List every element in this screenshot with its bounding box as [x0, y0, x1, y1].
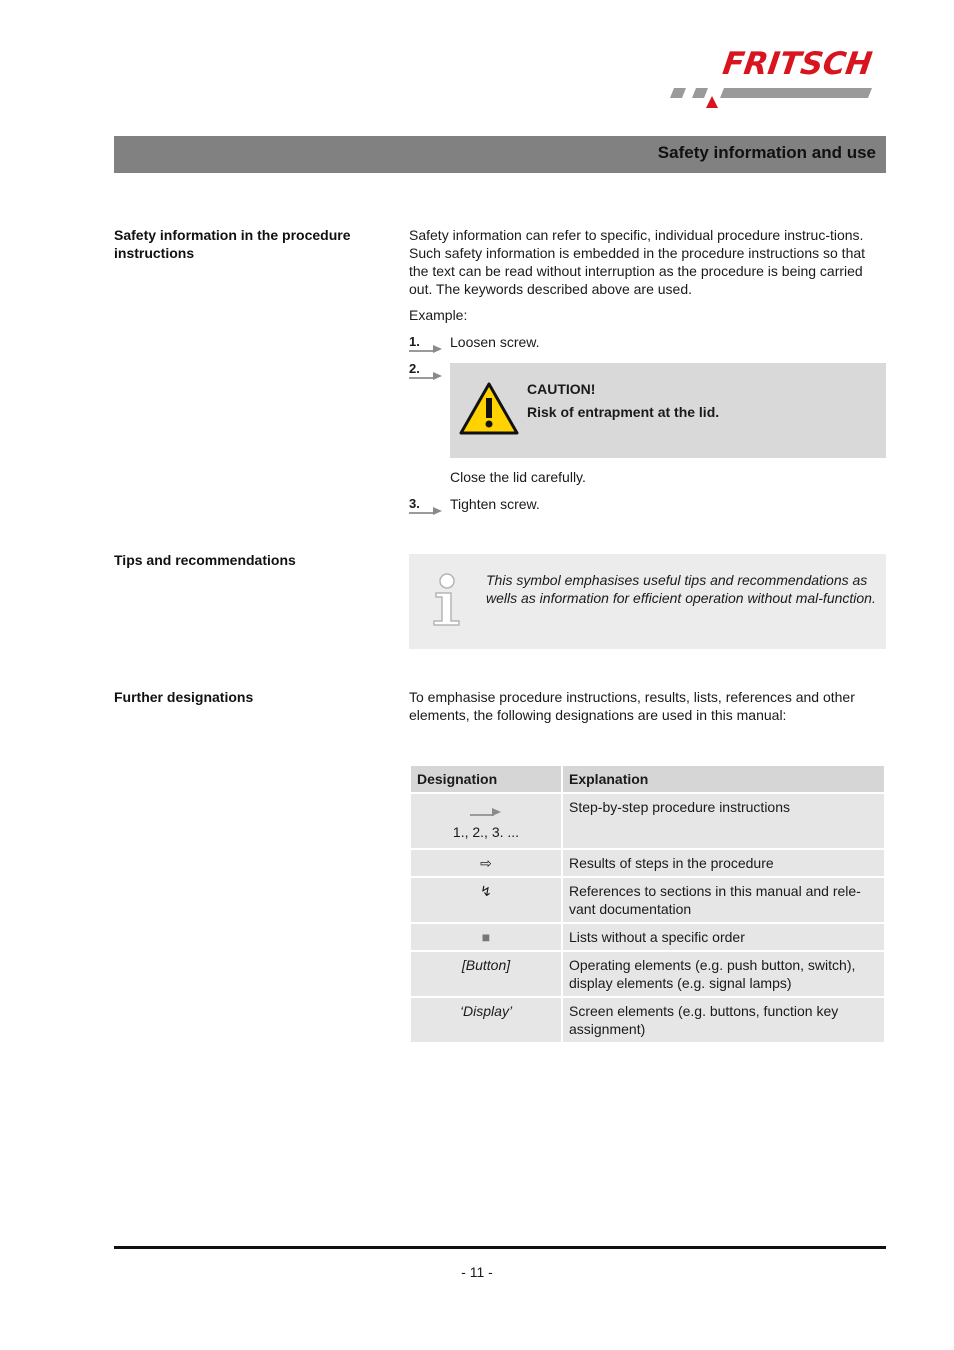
page-title: Safety information and use [657, 143, 876, 162]
fritsch-logo [668, 46, 888, 112]
footer-divider [114, 1246, 886, 1249]
logo-stripes [668, 50, 888, 112]
step-number: 3. [409, 496, 420, 511]
info-icon [431, 571, 465, 627]
explanation-cell: Results of steps in the procedure [563, 850, 884, 876]
column-header-explanation: Explanation [563, 766, 884, 792]
heading-designations: Further designations [114, 689, 254, 705]
tip-box [409, 554, 886, 649]
designation-cell [411, 850, 561, 876]
designations-table [409, 764, 886, 1044]
table-header-row [411, 766, 884, 792]
caution-message: Risk of entrapment at the lid. [527, 404, 720, 420]
step-text: Tighten screw. [450, 496, 540, 512]
step-marker [409, 333, 449, 355]
example-label: Example: [409, 307, 468, 323]
step-marker [409, 495, 449, 517]
explanation-cell: References to sections in this manual and rele-vant documentation [563, 878, 884, 922]
designation-cell [411, 794, 561, 848]
caution-box [450, 363, 886, 458]
list-square-icon: ■ [481, 929, 491, 945]
explanation-cell: Operating elements (e.g. push button, switch), display elements (e.g. signal lamps) [563, 952, 884, 996]
designation-cell [411, 998, 561, 1042]
table-row [411, 878, 884, 922]
page-number: - 11 - [461, 1264, 493, 1280]
logo-wordmark: FRITSCH [720, 46, 875, 82]
procedure-paragraph: Safety information can refer to specific, individual procedure instruc-tions. Such safety information is embedded in the procedure instructions so that the text can be read without interruption as the procedure is being carried out. The keywords described above are used. [409, 227, 866, 297]
column-header-designation: Designation [411, 766, 561, 792]
step-text: Loosen screw. [450, 334, 540, 350]
warning-triangle-icon [458, 381, 520, 437]
after-caution-text: Close the lid carefully. [450, 469, 586, 485]
caution-title: CAUTION! [527, 381, 596, 397]
table-row [411, 850, 884, 876]
step-arrow-icon [409, 333, 445, 355]
explanation-cell: Screen elements (e.g. buttons, function key assignment) [563, 998, 884, 1042]
designation-cell [411, 952, 561, 996]
step-arrow-icon [468, 801, 504, 819]
table-row [411, 952, 884, 996]
designation-cell [411, 924, 561, 950]
designation-cell [411, 878, 561, 922]
step-marker [409, 360, 449, 382]
designation-text: ‘Display’ [459, 1003, 513, 1019]
table-row [411, 794, 884, 848]
step-number: 1. [409, 334, 420, 349]
step-number: 2. [409, 361, 420, 376]
section-header-bar [114, 136, 886, 173]
result-arrow-icon: ⇨ [480, 855, 492, 871]
table-row [411, 924, 884, 950]
designations-intro: To emphasise procedure instructions, results, lists, references and other elements, the following designations are used in this manual: [409, 689, 855, 723]
designation-text: 1., 2., 3. ... [452, 824, 520, 840]
reference-icon: ↯ [480, 883, 492, 899]
explanation-cell: Lists without a specific order [563, 924, 884, 950]
heading-tips: Tips and recommendations [114, 552, 296, 568]
tip-text: This symbol emphasises useful tips and recommendations as wells as information for efficient operation without mal-function. [486, 572, 876, 606]
table-row [411, 998, 884, 1042]
explanation-cell: Step-by-step procedure instructions [563, 794, 884, 848]
step-arrow-icon [409, 360, 445, 382]
heading-procedure-safety: Safety information in the procedure instructions [114, 227, 351, 261]
step-arrow-icon [409, 495, 445, 517]
designation-text: [Button] [461, 957, 511, 973]
